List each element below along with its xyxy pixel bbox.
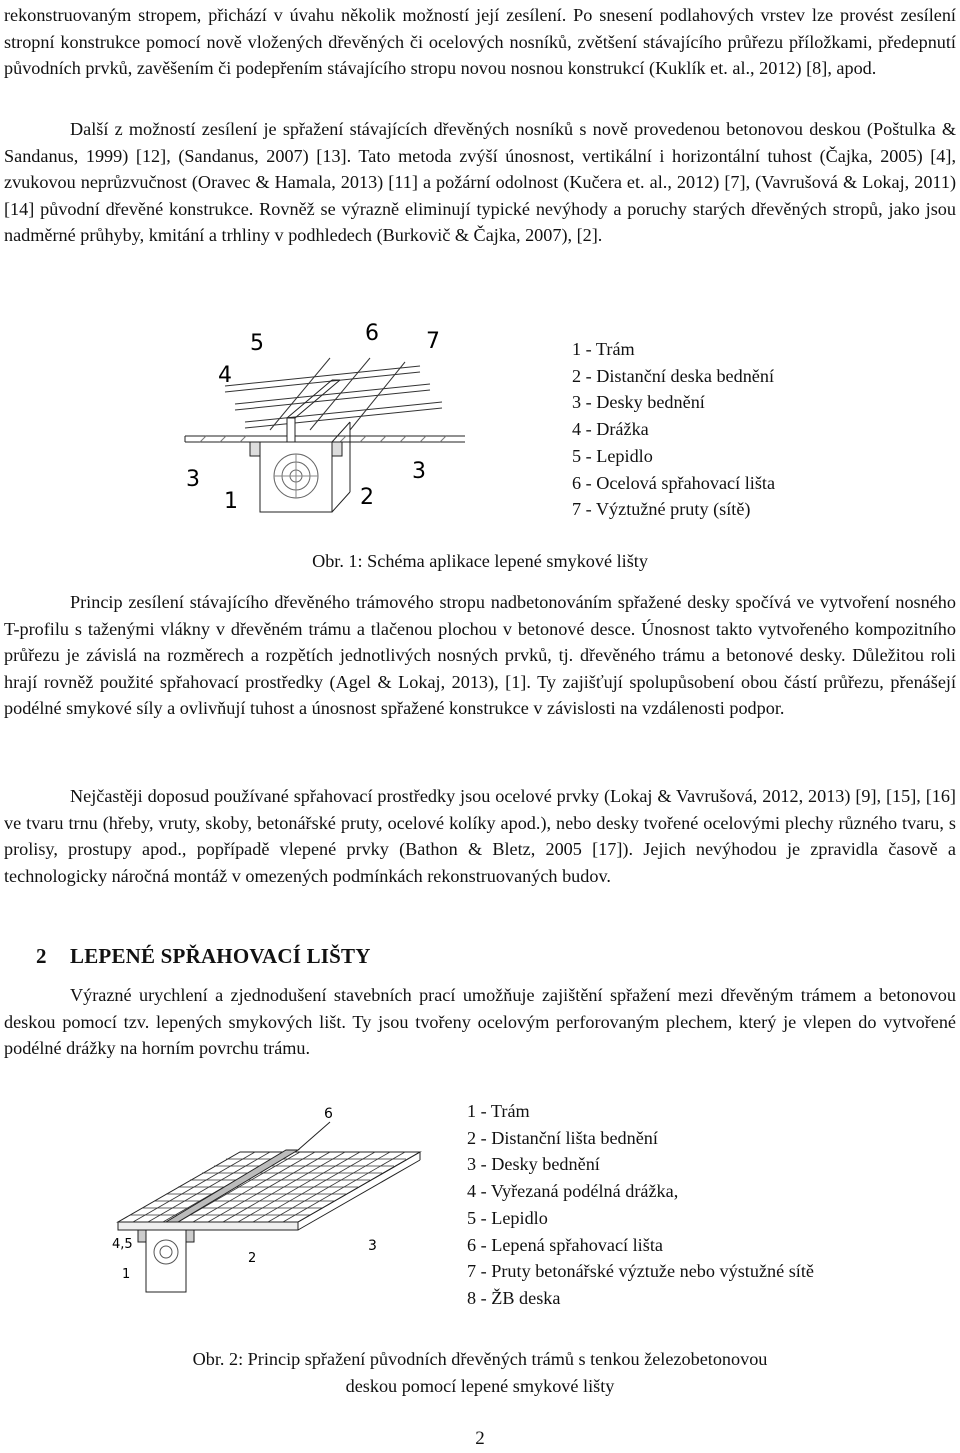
legend-item: 1 - Trám xyxy=(572,339,635,359)
figure-1-label-4: 4 xyxy=(218,363,232,388)
figure-1-reinforcement xyxy=(225,358,442,430)
figure-1-distance-board xyxy=(250,442,260,456)
legend-item: 4 - Vyřezaná podélná drážka, xyxy=(467,1181,679,1202)
legend-item: 2 - Distanční deska bednění xyxy=(572,365,775,386)
legend-item: 6 - Lepená spřahovací lišta xyxy=(467,1234,663,1255)
figure-1-label-1: 1 xyxy=(224,489,238,514)
figure-1-label-5: 5 xyxy=(250,331,264,356)
paragraph-5: Výrazné urychlení a zjednodušení stavebních prací umožňuje zajištění spřažení mezi dřevěným trámem a betonovou deskou pomocí tzv. lepených smykových lišt. Ty jsou tvořeny ocelovým perforovaným plechem, který je vlepen do vytvořené podélné drážky na horním povrchu trámu. xyxy=(4,985,956,1059)
legend-item: 7 - Pruty betonářské výztuže nebo výstužné sítě xyxy=(467,1261,814,1282)
figure-1-diagram xyxy=(180,318,470,538)
legend-item: 2 - Distanční lišta bednění xyxy=(467,1127,658,1148)
figure-1-label-6: 6 xyxy=(365,321,379,346)
figure-2-label-1: 1 xyxy=(122,1267,131,1282)
legend-item: 5 - Lepidlo xyxy=(467,1207,548,1228)
legend-item: 6 - Ocelová spřahovací lišta xyxy=(572,472,776,493)
figure-2-diagram xyxy=(108,1100,428,1300)
figure-2-caption-line-2: deskou pomocí lepené smykové lišty xyxy=(345,1376,615,1396)
figure-2-caption-line-1: Obr. 2: Princip spřažení původních dřevěných trámů s tenkou železobetonovou xyxy=(192,1349,768,1369)
page-number: 2 xyxy=(475,1428,485,1449)
figure-1-shear-strip xyxy=(287,380,340,444)
legend-item: 3 - Desky bednění xyxy=(467,1154,600,1175)
legend-item: 8 - ŽB deska xyxy=(467,1287,561,1308)
figure-2-label-45: 4,5 xyxy=(112,1237,133,1252)
figure-1-label-3a: 3 xyxy=(186,467,200,492)
figure-1-label-7: 7 xyxy=(426,329,440,354)
paragraph-3: Princip zesílení stávajícího dřevěného trámového stropu nadbetonováním spřažené desky spočívá ve vytvoření nosného T-profilu s taženými vlákny v dřevěném trámu a tlačenou plochou v betonové desce. Únosnost takto vytvořeného kompozitního průřezu je závislá na rozměrech a rozpětích jednotlivých nosných prvků, tj. dřevěného trámu a betonové desky. Důležitou roli hrají rovněž použité spřahovací prostředky (Agel & Lokaj, 2013), [1]. Ty zajišťují spolupůsobení obou částí průřezu, přenášejí podélné smykové síly a ovlivňují tuhost a únosnost spřažené konstrukce v závislosti na vzdálenosti podpor. xyxy=(4,592,956,719)
legend-item: 3 - Desky bednění xyxy=(572,392,705,413)
figure-2-label-3: 3 xyxy=(368,1238,377,1254)
legend-item: 4 - Drážka xyxy=(572,419,649,440)
figure-2-beam xyxy=(146,1230,186,1292)
paragraph-4: Nejčastěji doposud používané spřahovací prostředky jsou ocelové prvky (Lokaj & Vavrušová, 2012, 2013) [9], [15], [16] ve tvaru trnu (hřeby, vruty, skoby, betonářské pruty, ocelové kolíky apod.), nebo desky tvořené ocelovými plechy různého tvaru, s prolisy, prostupy apod., popřípadě vlepené prvky (Bathon & Bletz, 2005 [17]). Jejich nevýhodou je zpravidla časově a technologicky náročná montáž v omezených podmínkách rekonstruovaných budov. xyxy=(4,786,956,886)
figure-2-legend xyxy=(467,1098,814,1312)
figure-1-legend xyxy=(572,336,775,523)
legend-item: 5 - Lepidlo xyxy=(572,445,653,466)
figure-2-label-6: 6 xyxy=(324,1106,333,1122)
figure-2-label-2: 2 xyxy=(248,1251,257,1266)
legend-item: 7 - Výztužné pruty (sítě) xyxy=(572,499,751,520)
figure-1-label-2: 2 xyxy=(360,485,374,510)
figure-2-shear-strip xyxy=(166,1150,298,1222)
paragraph-2: Další z možností zesílení je spřažení stávajících dřevěných nosníků s nově provedenou betonovou deskou (Poštulka & Sandanus, 1999) [12], (Sandanus, 2007) [13]. Tato metoda zvýší únosnost, vertikální i horizontální tuhost (Čajka, 2005) [4], zvukovou neprůzvučnost (Oravec & Hamala, 2013) [11] a požární odolnost (Kučera et. al., 2012) [7], (Vavrušová & Lokaj, 2011) [14] původní dřevěné konstrukce. Rovněž se výrazně eliminují typické nevýhody a poruchy starých dřevěných stropů, jako jsou nadměrné průhyby, kmitání a trhliny v podhledech (Burkovič & Čajka, 2007), [2]. xyxy=(4,119,956,246)
section-heading: 2 LEPENÉ SPŘAHOVACÍ LIŠTY xyxy=(36,944,371,968)
paragraph-1: rekonstruovaným stropem, přichází v úvahu několik možností její zesílení. Po snesení podlahových vrstev lze provést zesílení stropní konstrukce pomocí nově vložených dřevěných či ocelových nosníků, zvětšení stávajícího průřezu příložkami, předepnutí původních prvků, zavěšením či podepřením stávajícího stropu novou nosnou konstrukcí (Kuklík et. al., 2012) [8], apod. xyxy=(4,5,956,79)
figure-1-caption: Obr. 1: Schéma aplikace lepené smykové lišty xyxy=(312,551,648,571)
figure-1-label-3b: 3 xyxy=(412,459,426,484)
legend-item: 1 - Trám xyxy=(467,1101,530,1121)
